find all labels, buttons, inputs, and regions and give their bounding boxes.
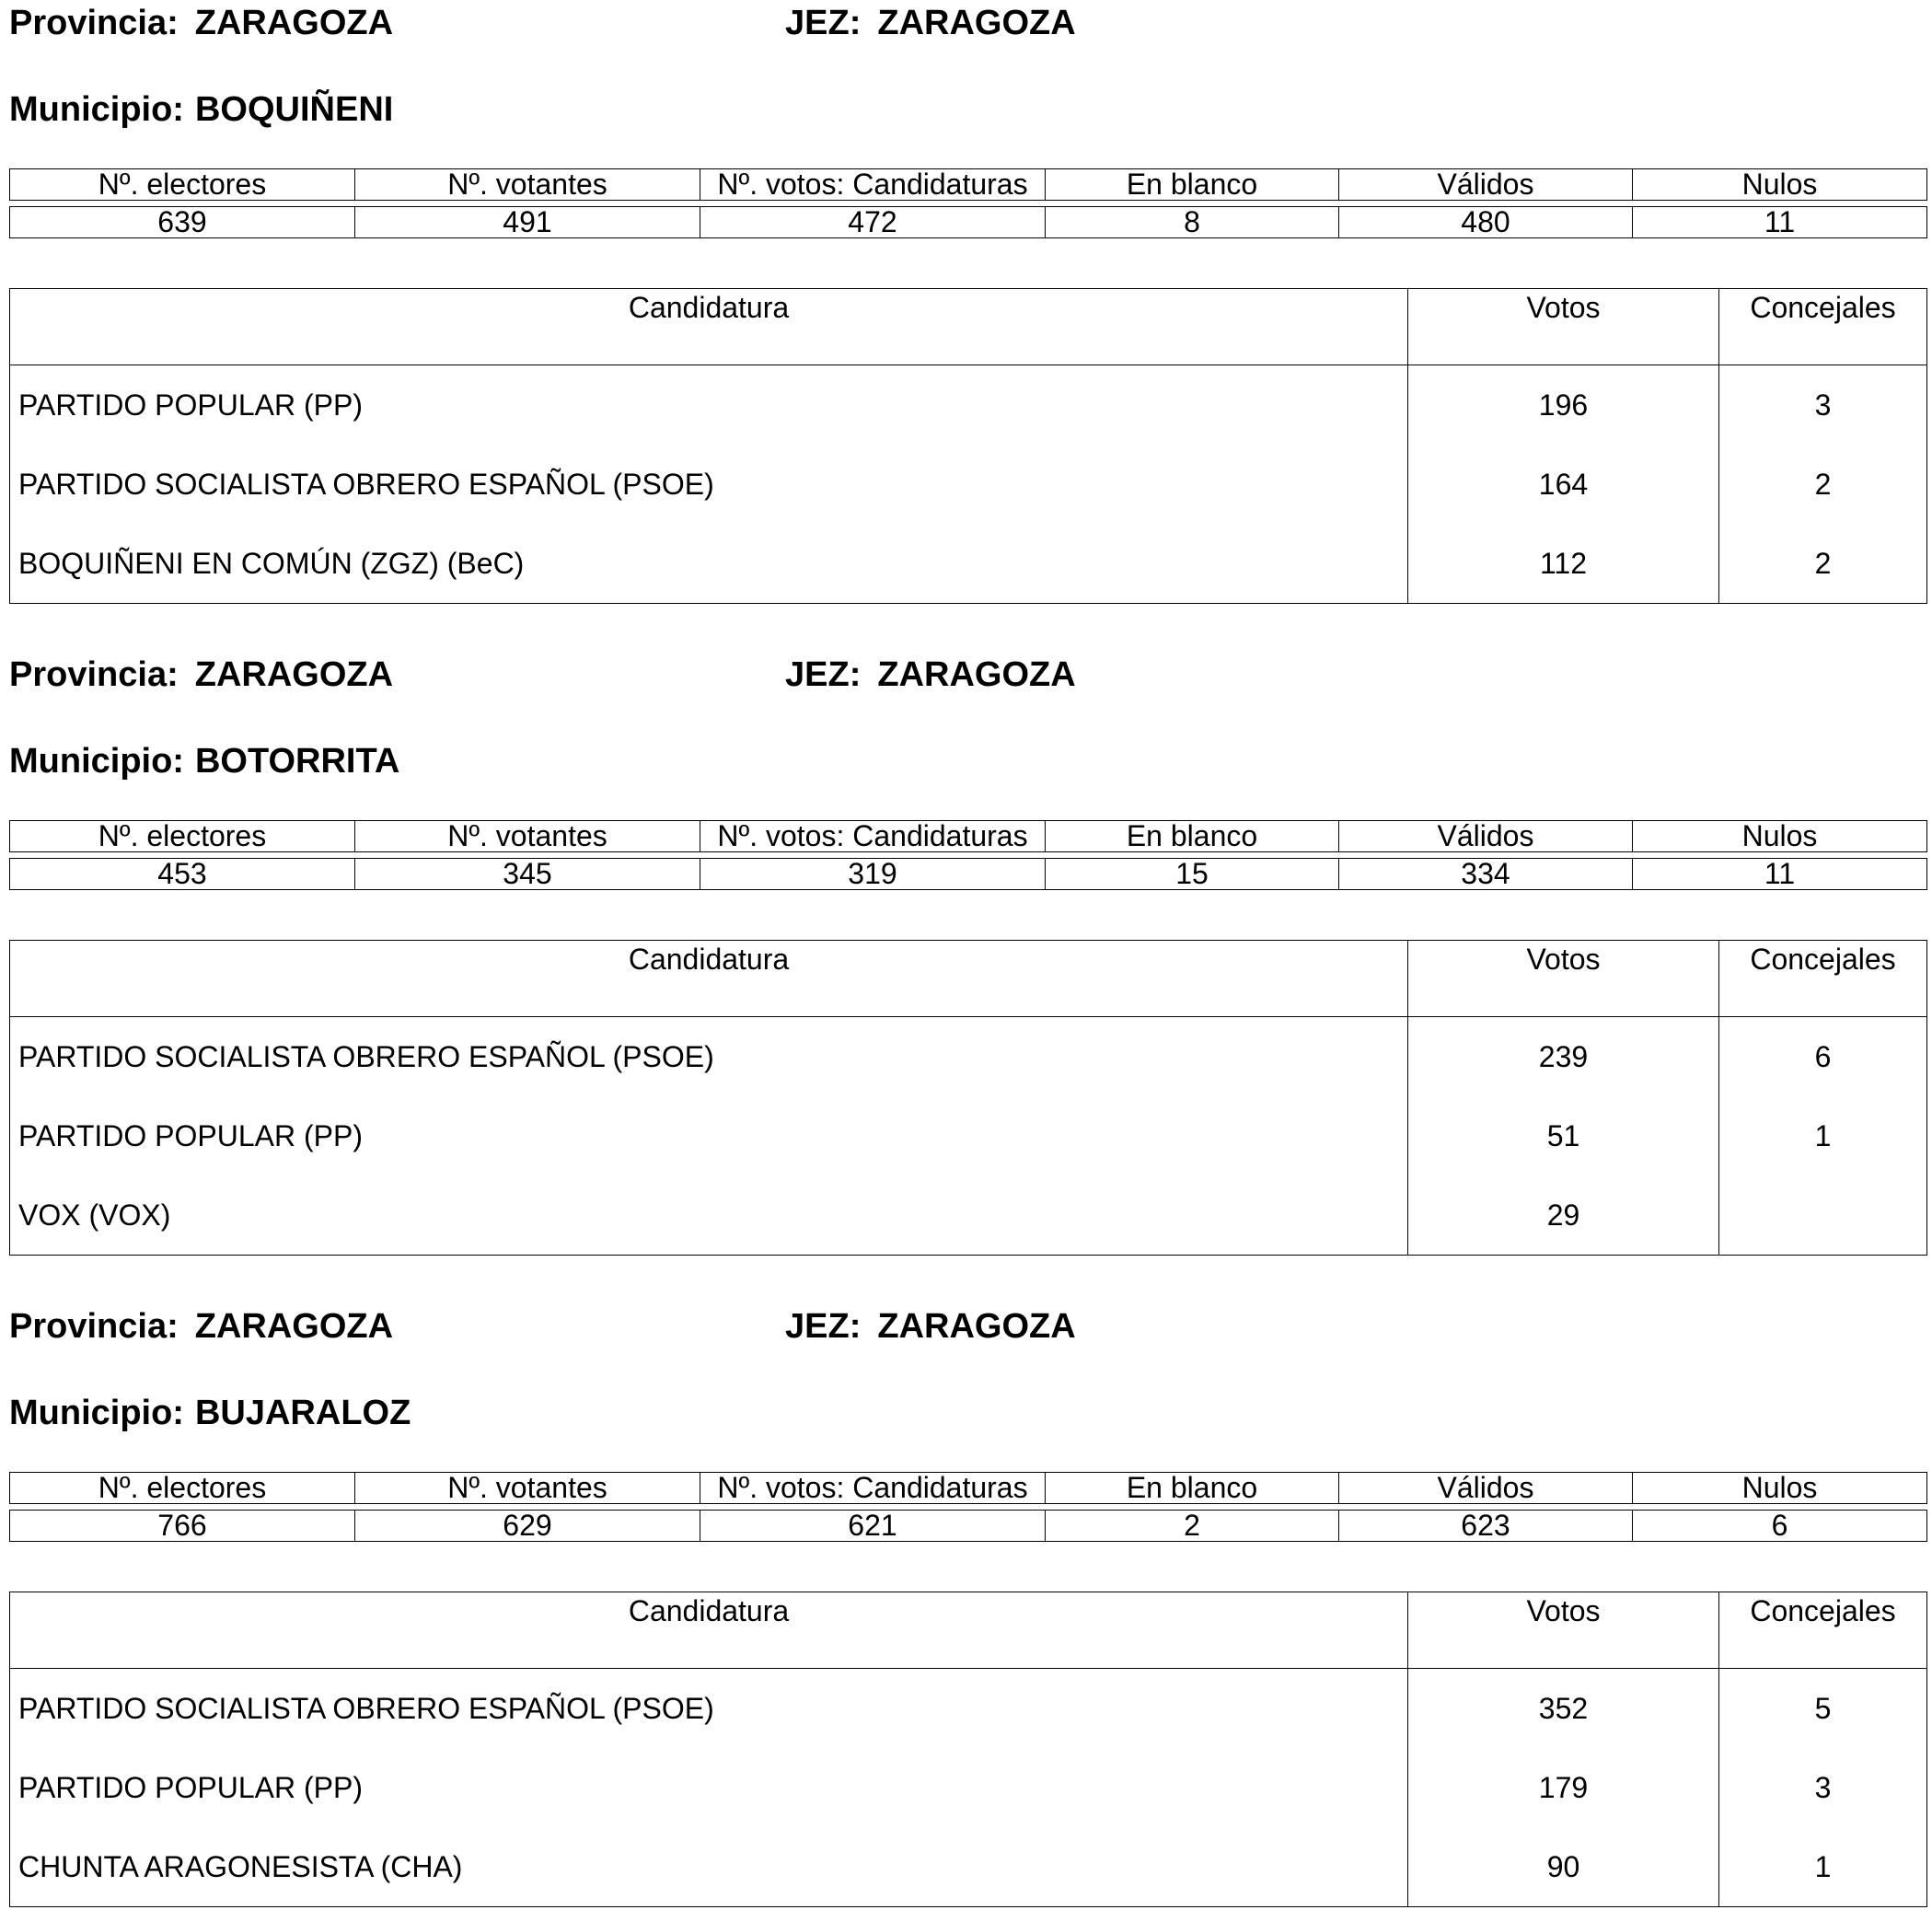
results-header-votos: Votos	[1408, 941, 1719, 1017]
provincia-value: ZARAGOZA	[194, 4, 394, 42]
candidatura-cell: PARTIDO SOCIALISTA OBRERO ESPAÑOL (PSOE)	[18, 1039, 714, 1073]
table-row	[10, 1096, 1927, 1175]
summary-value: 11	[1633, 859, 1927, 890]
summary-header: Nº. votantes	[355, 169, 700, 201]
concejales-cell: 2	[1719, 445, 1927, 524]
results-header-row	[10, 1592, 1927, 1669]
summary-header-row	[10, 821, 1927, 852]
summary-value: 6	[1633, 1511, 1927, 1542]
concejales-cell: 1	[1719, 1827, 1927, 1907]
municipio-value: BOTORRITA	[194, 742, 400, 781]
summary-value: 319	[700, 859, 1046, 890]
municipio-heading	[9, 1395, 411, 1430]
municipio-section	[0, 1303, 1932, 1910]
jez-label: JEZ:	[785, 4, 862, 42]
summary-header: Nº. electores	[10, 1473, 355, 1504]
summary-value: 480	[1339, 207, 1633, 238]
jez-heading	[785, 6, 1076, 41]
summary-value: 639	[10, 207, 355, 238]
summary-header: Nulos	[1633, 1473, 1927, 1504]
summary-value: 334	[1339, 859, 1633, 890]
votos-cell: 51	[1408, 1096, 1719, 1175]
results-table	[9, 1592, 1927, 1907]
jez-value: ZARAGOZA	[877, 1307, 1076, 1346]
concejales-cell: 6	[1719, 1017, 1927, 1097]
summary-header: En blanco	[1046, 1473, 1339, 1504]
summary-header: Nulos	[1633, 169, 1927, 201]
provincia-value: ZARAGOZA	[194, 1307, 394, 1346]
jez-label: JEZ:	[785, 655, 862, 694]
candidatura-cell: PARTIDO SOCIALISTA OBRERO ESPAÑOL (PSOE)	[18, 467, 714, 501]
votos-cell: 196	[1408, 365, 1719, 446]
votos-cell: 90	[1408, 1827, 1719, 1907]
results-table	[9, 288, 1927, 604]
summary-value: 472	[700, 207, 1046, 238]
summary-value: 11	[1633, 207, 1927, 238]
table-row	[10, 445, 1927, 524]
provincia-label: Provincia:	[9, 655, 179, 694]
concejales-cell: 2	[1719, 524, 1927, 604]
results-header-row	[10, 289, 1927, 365]
table-row	[10, 1748, 1927, 1827]
table-row	[10, 1175, 1927, 1256]
summary-header-row	[10, 1473, 1927, 1504]
votos-cell: 239	[1408, 1017, 1719, 1097]
concejales-cell: 5	[1719, 1669, 1927, 1749]
summary-header: En blanco	[1046, 821, 1339, 852]
results-header-votos: Votos	[1408, 289, 1719, 365]
municipio-heading	[9, 744, 399, 779]
votos-cell: 179	[1408, 1748, 1719, 1827]
jez-value: ZARAGOZA	[877, 4, 1076, 42]
provincia-heading	[9, 657, 393, 692]
votos-cell: 29	[1408, 1175, 1719, 1256]
summary-header: En blanco	[1046, 169, 1339, 201]
votos-cell: 164	[1408, 445, 1719, 524]
candidatura-cell: PARTIDO POPULAR (PP)	[18, 1118, 363, 1152]
provincia-value: ZARAGOZA	[194, 655, 394, 694]
summary-value: 629	[355, 1511, 700, 1542]
summary-value: 453	[10, 859, 355, 890]
summary-value: 2	[1046, 1511, 1339, 1542]
jez-value: ZARAGOZA	[877, 655, 1076, 694]
table-row	[10, 1669, 1927, 1749]
candidatura-cell: BOQUIÑENI EN COMÚN (ZGZ) (BeC)	[18, 546, 525, 580]
results-header-concejales: Concejales	[1719, 1592, 1927, 1669]
municipio-section	[0, 0, 1932, 608]
summary-value-row	[10, 859, 1927, 890]
municipio-section	[0, 652, 1932, 1259]
table-row	[10, 524, 1927, 604]
municipio-label: Municipio:	[9, 90, 184, 129]
concejales-cell	[1719, 1175, 1927, 1256]
summary-value: 766	[10, 1511, 355, 1542]
results-header-votos: Votos	[1408, 1592, 1719, 1669]
jez-heading	[785, 657, 1076, 692]
concejales-cell: 3	[1719, 1748, 1927, 1827]
concejales-cell: 3	[1719, 365, 1927, 446]
summary-header: Nº. votos: Candidaturas	[700, 821, 1046, 852]
summary-header: Nº. votos: Candidaturas	[700, 169, 1046, 201]
summary-header: Nº. votantes	[355, 821, 700, 852]
summary-table	[9, 1472, 1927, 1542]
candidatura-cell: VOX (VOX)	[18, 1198, 171, 1232]
votos-cell: 112	[1408, 524, 1719, 604]
summary-value: 8	[1046, 207, 1339, 238]
summary-header-row	[10, 169, 1927, 201]
summary-value-row	[10, 207, 1927, 238]
results-header-candidatura: Candidatura	[10, 1592, 1408, 1669]
provincia-label: Provincia:	[9, 1307, 179, 1346]
candidatura-cell: PARTIDO POPULAR (PP)	[18, 388, 363, 422]
table-row	[10, 365, 1927, 446]
summary-header: Nº. votantes	[355, 1473, 700, 1504]
table-row	[10, 1017, 1927, 1097]
summary-header: Nº. electores	[10, 169, 355, 201]
jez-heading	[785, 1309, 1076, 1344]
provincia-heading	[9, 6, 393, 41]
municipio-value: BOQUIÑENI	[194, 90, 394, 129]
summary-header: Nº. electores	[10, 821, 355, 852]
summary-value: 15	[1046, 859, 1339, 890]
votos-cell: 352	[1408, 1669, 1719, 1749]
summary-table	[9, 820, 1927, 890]
municipio-label: Municipio:	[9, 742, 184, 781]
candidatura-cell: PARTIDO SOCIALISTA OBRERO ESPAÑOL (PSOE)	[18, 1691, 714, 1725]
results-header-concejales: Concejales	[1719, 289, 1927, 365]
summary-table	[9, 168, 1927, 238]
summary-value: 621	[700, 1511, 1046, 1542]
summary-value: 491	[355, 207, 700, 238]
summary-header: Nº. votos: Candidaturas	[700, 1473, 1046, 1504]
candidatura-cell: CHUNTA ARAGONESISTA (CHA)	[18, 1849, 463, 1883]
summary-value: 623	[1339, 1511, 1633, 1542]
summary-header: Válidos	[1339, 821, 1633, 852]
summary-header: Válidos	[1339, 169, 1633, 201]
municipio-heading	[9, 92, 393, 127]
concejales-cell: 1	[1719, 1096, 1927, 1175]
results-header-candidatura: Candidatura	[10, 289, 1408, 365]
results-header-concejales: Concejales	[1719, 941, 1927, 1017]
results-header-candidatura: Candidatura	[10, 941, 1408, 1017]
summary-value: 345	[355, 859, 700, 890]
summary-value-row	[10, 1511, 1927, 1542]
candidatura-cell: PARTIDO POPULAR (PP)	[18, 1770, 363, 1804]
municipio-value: BUJARALOZ	[194, 1394, 411, 1432]
municipio-label: Municipio:	[9, 1394, 184, 1432]
results-table	[9, 940, 1927, 1256]
summary-header: Nulos	[1633, 821, 1927, 852]
table-row	[10, 1827, 1927, 1907]
jez-label: JEZ:	[785, 1307, 862, 1346]
provincia-label: Provincia:	[9, 4, 179, 42]
summary-header: Válidos	[1339, 1473, 1633, 1504]
results-header-row	[10, 941, 1927, 1017]
provincia-heading	[9, 1309, 393, 1344]
